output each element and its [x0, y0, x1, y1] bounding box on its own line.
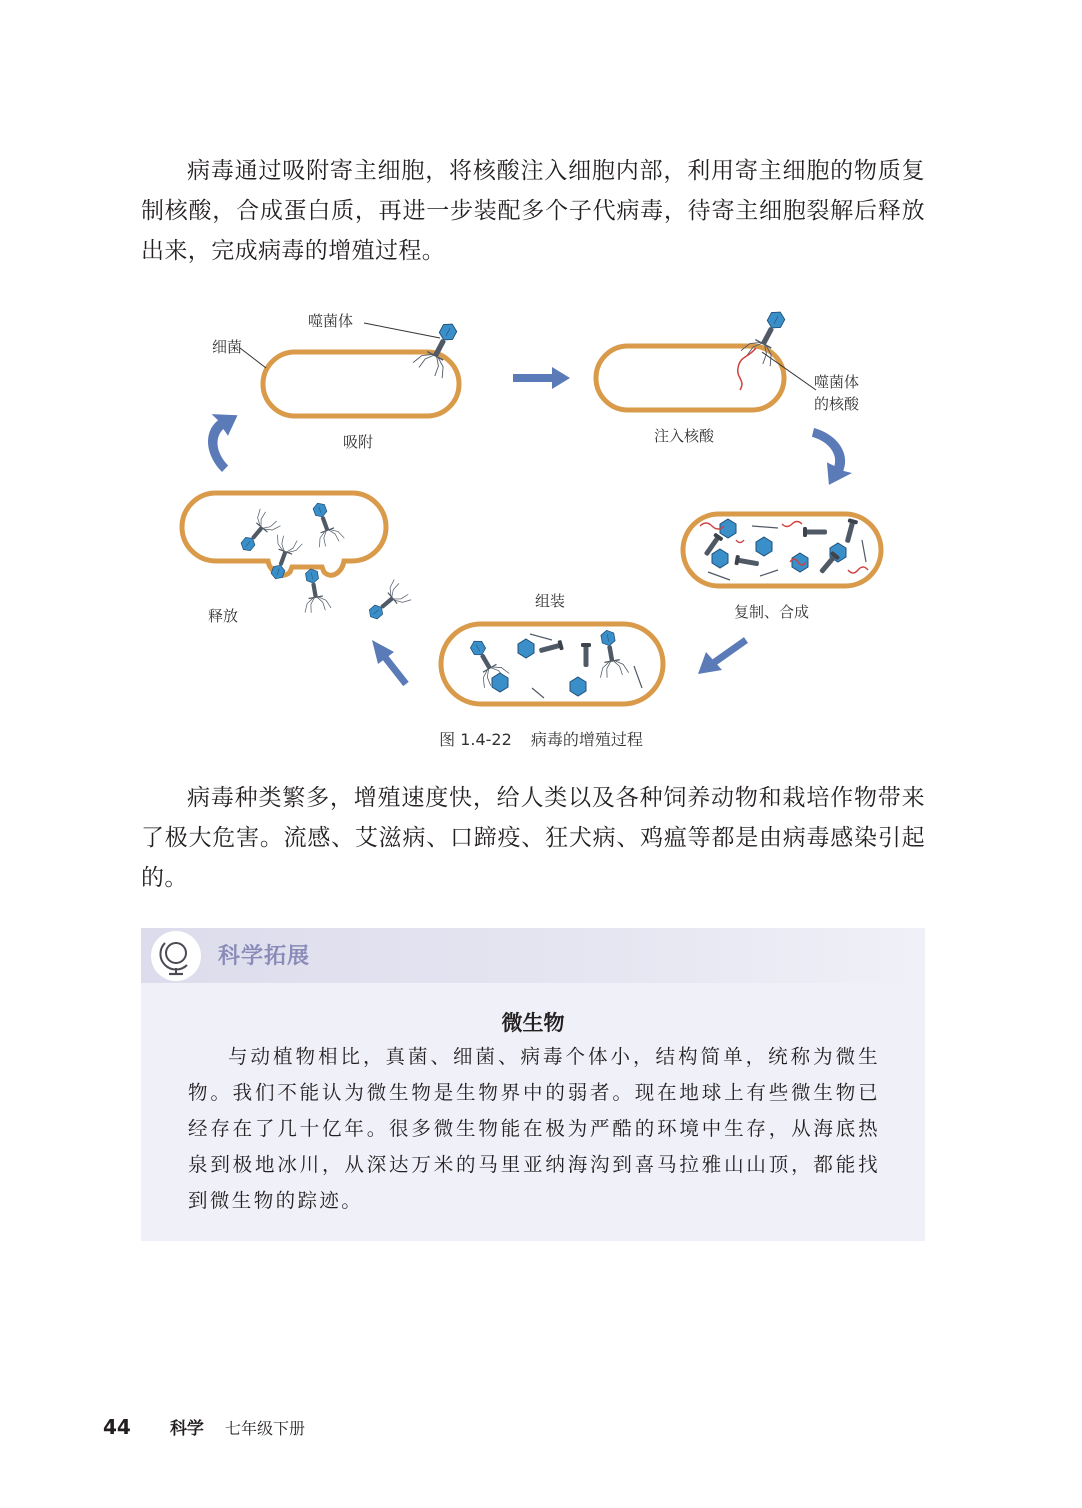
paragraph-virus-harm: 病毒种类繁多，增殖速度快，给人类以及各种饲养动物和栽培作物带来了极大危害。流感、艾滋病、口蹄疫、狂犬病、鸡瘟等都是由病毒感染引起的。: [141, 785, 925, 891]
arrow-curve-up: [198, 406, 254, 474]
label-replicate: 复制、合成: [734, 603, 810, 621]
label-adsorption: 吸附: [343, 433, 374, 451]
label-release: 释放: [208, 607, 239, 625]
stage-adsorption: [240, 316, 467, 416]
stage-replicate: [683, 514, 881, 586]
microorganism-heading: 微生物: [501, 1010, 565, 1035]
label-assemble: 组装: [535, 592, 566, 610]
science-extension-header: [141, 928, 925, 983]
science-extension-box: [141, 928, 925, 1241]
arrow-curve-right: [792, 424, 861, 491]
figure-caption-title: 病毒的增殖过程: [530, 730, 643, 749]
label-bacterium: 细菌: [212, 338, 243, 356]
globe-icon: [151, 931, 201, 981]
paragraph-virus-replication: 病毒通过吸附寄主细胞，将核酸注入细胞内部，利用寄主细胞的物质复制核酸，合成蛋白质，再进一步装配多个子代病毒，待寄主细胞裂解后释放出来，完成病毒的增殖过程。: [141, 158, 925, 264]
virus-replication-figure: [150, 300, 940, 730]
book-subject: 科学: [169, 1419, 204, 1439]
label-phage-nucleic-2: 的核酸: [814, 395, 860, 413]
microorganism-text: 与动植物相比，真菌、细菌、病毒个体小，结构简单，统称为微生物。我们不能认为微生物是生物界中的弱者。现在地球上有些微生物已经存在了几十亿年。很多微生物能在极为严酷的环境中生存，从海底热泉到极地冰川，从深达万米的马里亚纳海沟到喜马拉雅山山顶，都能找到微生物的踪迹。: [188, 1045, 880, 1212]
science-extension-title: 科学拓展: [218, 944, 311, 969]
label-phage: 噬菌体: [308, 312, 354, 330]
book-grade: 七年级下册: [225, 1419, 306, 1438]
stage-assemble: [441, 624, 663, 704]
stage-inject: [596, 304, 816, 410]
arrow-right: [513, 367, 570, 389]
figure-caption-number: 图 1.4-22: [439, 730, 512, 749]
page-number: 44: [103, 1415, 131, 1439]
page-footer: [103, 1414, 305, 1439]
arrow-down-left: [698, 640, 746, 674]
figure-caption: [0, 727, 1082, 750]
label-inject: 注入核酸: [654, 427, 715, 445]
label-phage-nucleic-1: 噬菌体: [814, 373, 860, 391]
arrow-up-left: [372, 640, 406, 684]
